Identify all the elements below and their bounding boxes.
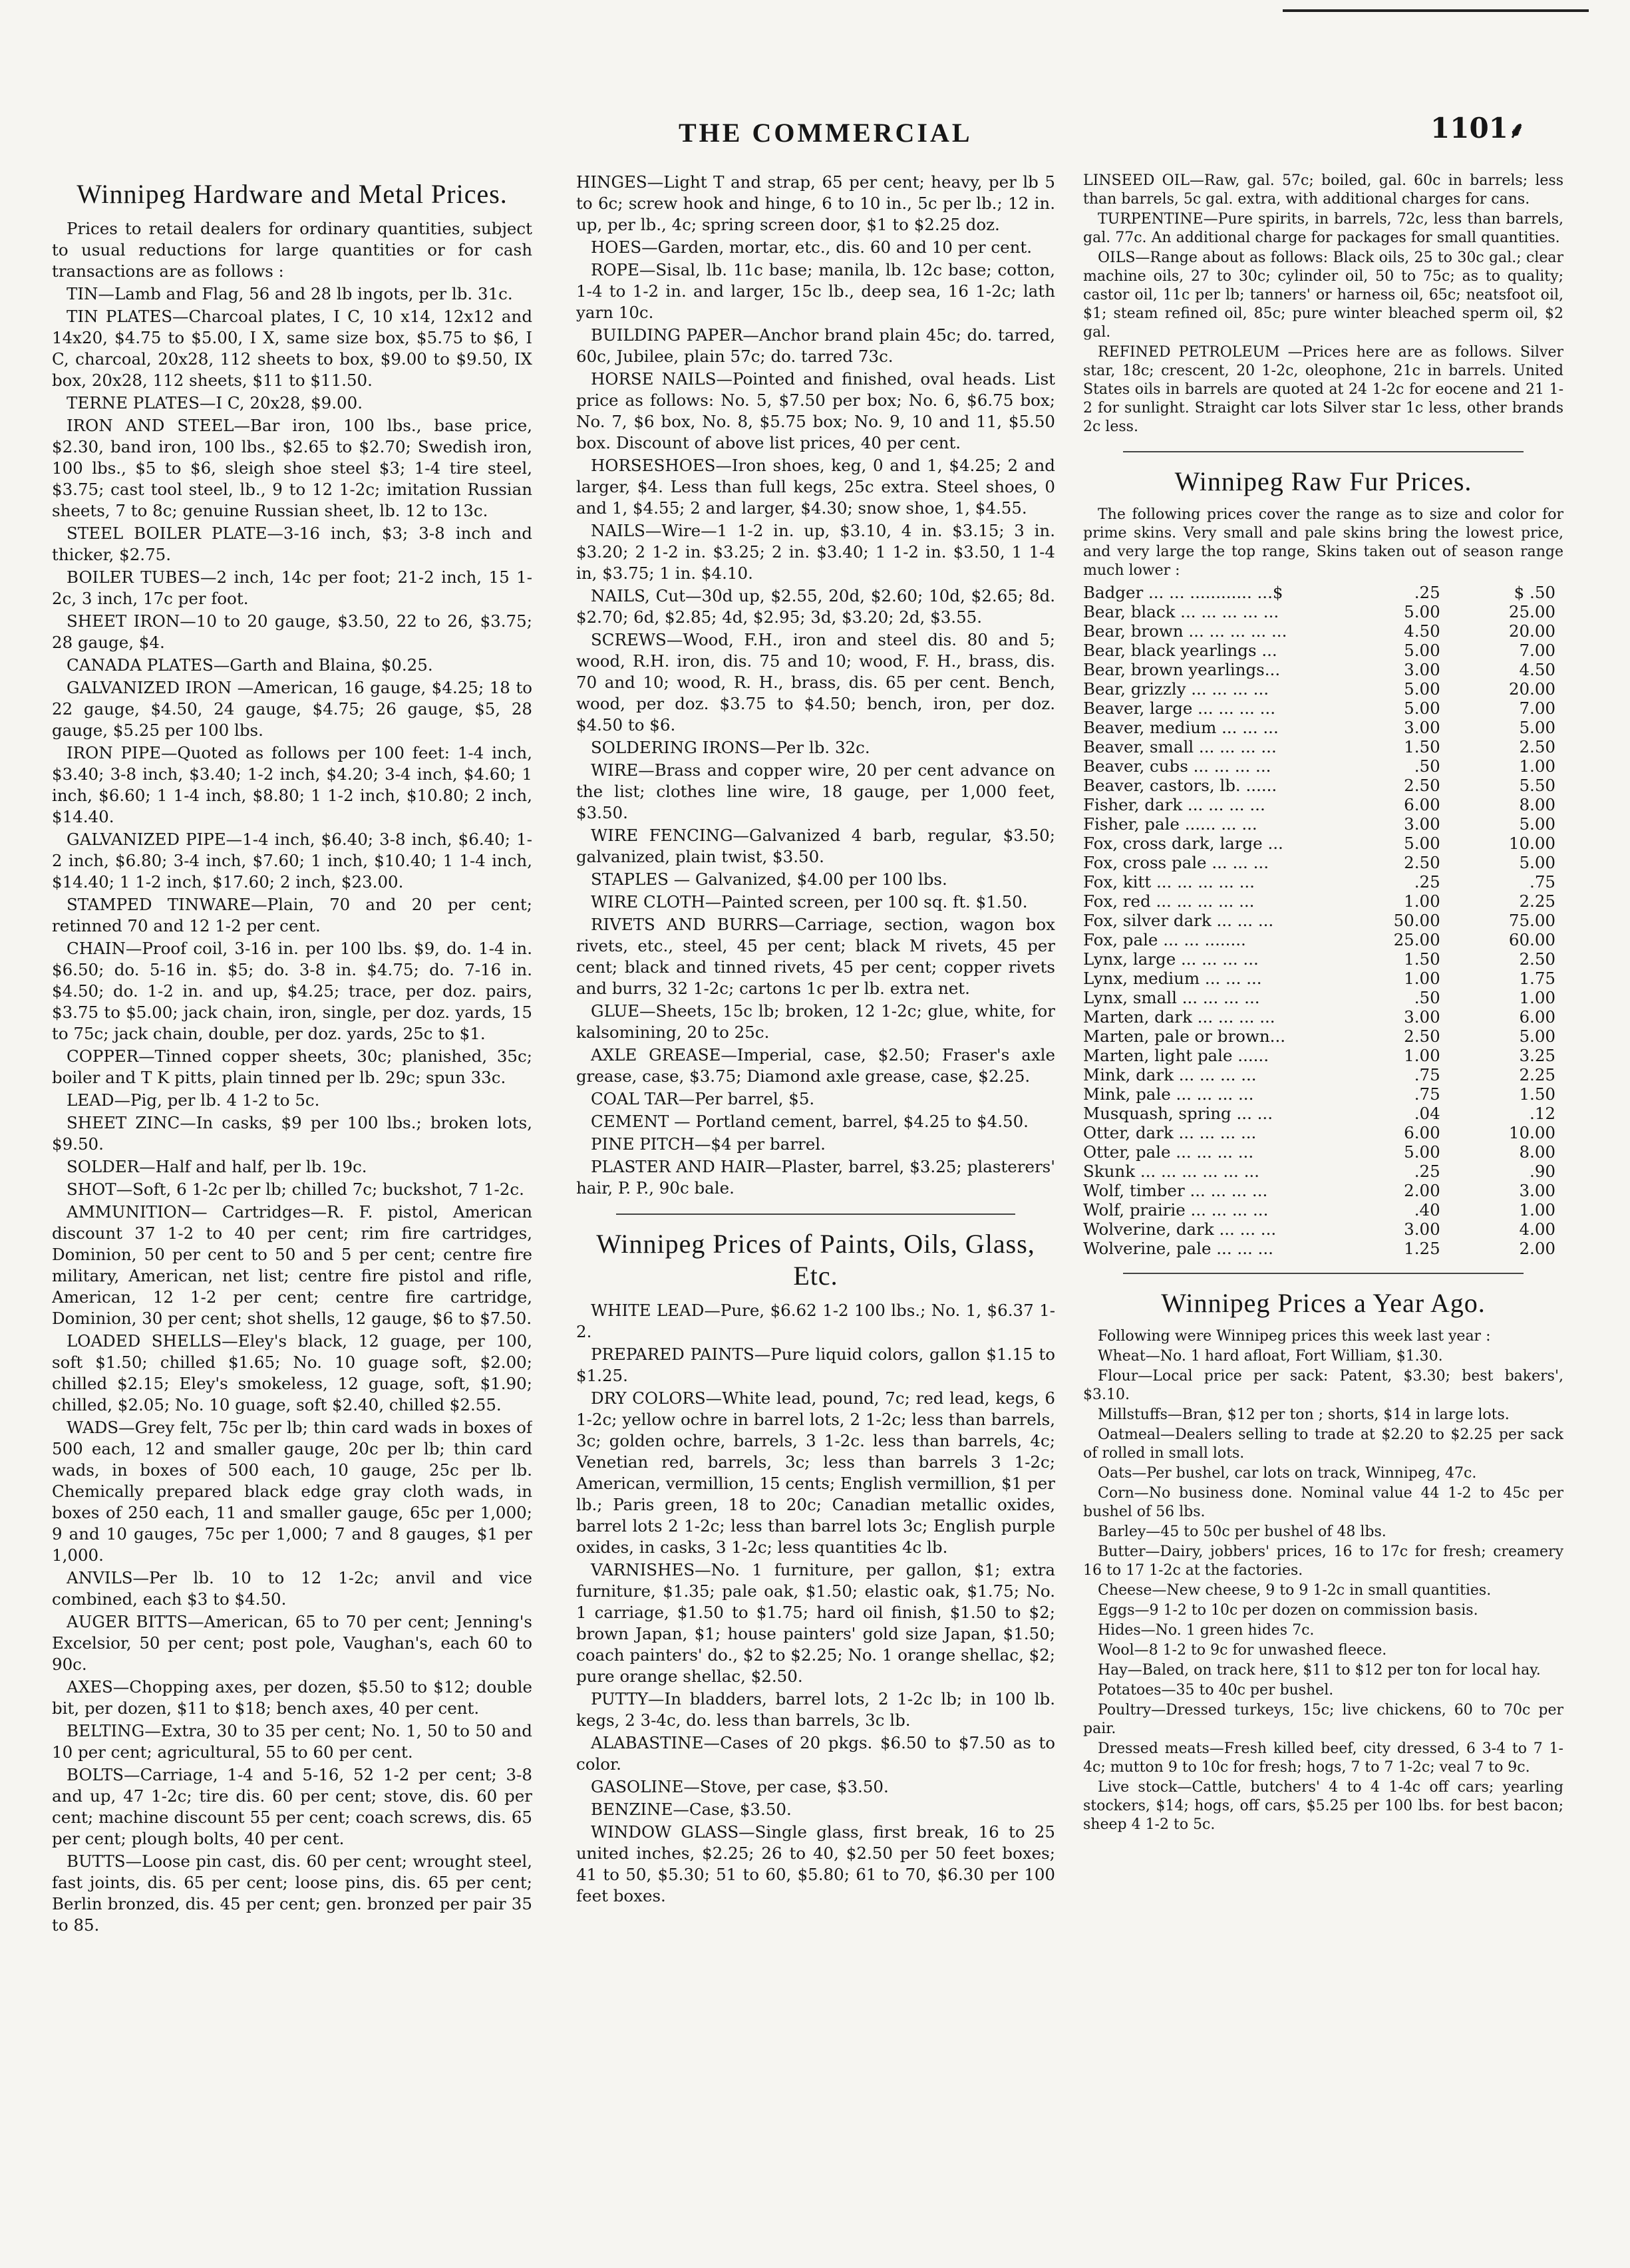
hardware-para: TIN—Lamb and Flag, 56 and 28 lb ingots, per lb. 31c.	[67, 284, 513, 303]
hardware-para: NAILS—Wire—1 1-2 in. up, $3.10, 4 in. $3.15; 3 in. $3.20; 2 1-2 in. $3.25; 2 in. $3.40; 1 1-2 in. $3.50, 1 1-4 in, $3.75; 1 in. $4.10.	[576, 521, 1055, 583]
fur-price-high: 3.25	[1519, 1046, 1555, 1065]
fur-price-high: 2.00	[1519, 1239, 1555, 1258]
fur-price-low: 3.00	[1404, 660, 1440, 679]
fur-price-low: .75	[1414, 1065, 1440, 1084]
fur-row	[1083, 756, 1563, 776]
paints-para: WINDOW GLASS—Single glass, first break, 16 to 25 united inches, $2.25; 26 to 40, $2.50 per 50 feet boxes; 41 to 50, $5.30; 51 to 60, $5.80; 61 to 70, $6.30 per 100 feet boxes.	[576, 1822, 1055, 1905]
hardware-para: SHEET ZINC—In casks, $9 per 100 lbs.; broken lots, $9.50.	[52, 1113, 532, 1154]
furs-heading: Winnipeg Raw Fur Prices.	[1174, 466, 1472, 496]
hardware-para: STEEL BOILER PLATE—3-16 inch, $3; 3-8 inch and thicker, $2.75.	[52, 524, 532, 564]
fur-price-high: 20.00	[1508, 621, 1555, 641]
paints-para: OILS—Range about as follows: Black oils, 25 to 30c gal.; clear machine oils, 27 to 30c; cylinder oil, 50 to 75c; as to quality; castor oil, 11c per lb; tanners' or harness oil, 65c; neatsfoot oil, $1; steam refined oil, 85c; pure winter bleached sperm oil, $2 gal.	[1083, 249, 1563, 341]
fur-price-low: 1.00	[1404, 969, 1440, 988]
fur-name: Bear, black ... ... ... ... ...	[1083, 602, 1279, 621]
printer-mark-icon: ⸙	[1508, 117, 1526, 144]
fur-price-low: .25	[1414, 583, 1440, 602]
paints-para: WHITE LEAD—Pure, $6.62 1-2 100 lbs.; No. 1, $6.37 1-2.	[576, 1301, 1055, 1341]
fur-row	[1083, 660, 1563, 679]
fur-price-low: 25.00	[1393, 930, 1440, 949]
fur-price-high: 5.00	[1519, 718, 1555, 737]
hardware-para: SOLDERING IRONS—Per lb. 32c.	[591, 738, 870, 757]
fur-price-high: 3.00	[1519, 1181, 1555, 1200]
hardware-para: RIVETS AND BURRS—Carriage, section, wagon box rivets, etc., steel, 45 per cent; black M rivets, 45 per cent; black and tinned rivets, 45 per cent; copper rivets and burrs, 32 1-2c; cartons 1c per lb. extra net.	[576, 915, 1055, 998]
fur-row	[1083, 930, 1563, 949]
fur-name: Otter, dark ... ... ... ...	[1083, 1123, 1257, 1142]
fur-name: Skunk ... ... ... ... ... ...	[1083, 1162, 1259, 1181]
fur-row	[1083, 911, 1563, 930]
fur-row	[1083, 583, 1563, 602]
fur-row	[1083, 949, 1563, 969]
fur-name: Musquash, spring ... ...	[1083, 1104, 1273, 1123]
fur-price-high: 2.25	[1519, 891, 1555, 911]
hardware-para: WADS—Grey felt, 75c per lb; thin card wads in boxes of 500 each, 12 and smaller gauge, 20c per lb; thin card wads, in boxes of 500 each, 10 gauge, 25c per lb. Chemically prepared black edge gray cloth wads, in boxes of 250 each, 11 and smaller gauge, 65c per 1,000; 9 and 10 gauges, 75c per 1,000; 7 and 8 gauges, $1 per 1,000.	[52, 1418, 532, 1565]
year-ago-para: Oats—Per bushel, car lots on track, Winnipeg, 47c.	[1098, 1465, 1477, 1482]
fur-price-high: 5.00	[1519, 1027, 1555, 1046]
hardware-para: TERNE PLATES—I C, 20x28, $9.00.	[67, 393, 363, 412]
fur-name: Fox, red ... ... ... ... ...	[1083, 891, 1255, 911]
hardware-para: HORSESHOES—Iron shoes, keg, 0 and 1, $4.25; 2 and larger, $4. Less than full kegs, 25c extra. Steel shoes, 0 and 1, $4.55; 2 and larger, $4.30; snow shoe, 1, $4.55.	[576, 456, 1055, 518]
fur-name: Bear, brown ... ... ... ... ...	[1083, 621, 1287, 641]
fur-price-low: 4.50	[1404, 621, 1440, 641]
paints-para: BENZINE—Case, $3.50.	[591, 1800, 792, 1819]
hardware-para: NAILS, Cut—30d up, $2.55, 20d, $2.60; 10d, $2.65; 8d. $2.70; 6d, $2.85; 4d, $2.95; 3d, $3.20; 2d, $3.55.	[576, 586, 1055, 627]
fur-price-high: .90	[1530, 1162, 1555, 1181]
fur-row	[1083, 795, 1563, 814]
fur-name: Wolverine, dark ... ... ...	[1083, 1219, 1277, 1239]
fur-name: Wolverine, pale ... ... ...	[1083, 1239, 1273, 1258]
fur-price-high: 7.00	[1519, 641, 1555, 660]
hardware-para: AXES—Chopping axes, per dozen, $5.50 to $12; double bit, per dozen, $11 to $18; bench axes, 40 per cent.	[52, 1677, 532, 1718]
paints-para: PREPARED PAINTS—Pure liquid colors, gallon $1.15 to $1.25.	[576, 1345, 1055, 1385]
fur-row	[1083, 1104, 1563, 1123]
running-head: THE COMMERCIAL	[679, 118, 973, 148]
fur-price-high: 4.00	[1519, 1219, 1555, 1239]
fur-price-low: 1.00	[1404, 891, 1440, 911]
hardware-para: STAMPED TINWARE—Plain, 70 and 20 per cent; retinned 70 and 12 1-2 per cent.	[52, 895, 532, 935]
fur-row	[1083, 641, 1563, 660]
hardware-heading: Winnipeg Hardware and Metal Prices.	[77, 179, 508, 209]
fur-name: Marten, light pale ......	[1083, 1046, 1269, 1065]
fur-price-high: 8.00	[1519, 1142, 1555, 1162]
fur-price-high: 8.00	[1519, 795, 1555, 814]
fur-price-low: 3.00	[1404, 718, 1440, 737]
fur-price-high: 10.00	[1508, 1123, 1555, 1142]
fur-price-low: 5.00	[1404, 834, 1440, 853]
section-divider	[1123, 1273, 1524, 1274]
hardware-para: AMMUNITION— Cartridges—R. F. pistol, American discount 37 1-2 to 40 per cent; rim fire cartridges, Dominion, 50 per cent to 50 and 5 per cent; centre fire military, American, net list; centre fire pistol and rifle, American, 12 1-2 per cent; centre fire cartridge, Dominion, 30 per cent; shot shells, 12 gauge, $6 to $7.50.	[52, 1202, 532, 1328]
fur-price-low: 5.00	[1404, 641, 1440, 660]
fur-price-high: 5.50	[1519, 776, 1555, 795]
fur-name: Lynx, small ... ... ... ...	[1083, 988, 1260, 1007]
column-1	[52, 172, 532, 2241]
fur-name: Otter, pale ... ... ... ...	[1083, 1142, 1254, 1162]
fur-name: Beaver, cubs ... ... ... ...	[1083, 756, 1271, 776]
fur-name: Mink, pale ... ... ... ...	[1083, 1084, 1254, 1104]
year-ago-para: Flour—Local price per sack: Patent, $3.30; best bakers', $3.10.	[1083, 1368, 1563, 1403]
paints-para: TURPENTINE—Pure spirits, in barrels, 72c, less than barrels, gal. 77c. An additional charge for packages for small quantities.	[1083, 211, 1563, 246]
hardware-para: HORSE NAILS—Pointed and finished, oval heads. List price as follows: No. 5, $7.50 per box; No. 6, $6.75 box; No. 7, $6 box, No. 8, $5.75 box; No. 9, 10 and 11, $5.50 box. Discount of above list prices, 40 per cent.	[576, 369, 1055, 452]
fur-row	[1083, 1065, 1563, 1084]
fur-row	[1083, 1181, 1563, 1200]
hardware-para: BUILDING PAPER—Anchor brand plain 45c; do. tarred, 60c, Jubilee, plain 57c; do. tarred 73c.	[576, 325, 1055, 366]
hardware-para: Prices to retail dealers for ordinary quantities, subject to usual reductions for large quantities or for cash transactions are as follows :	[52, 219, 532, 281]
fur-price-low: 3.00	[1404, 1219, 1440, 1239]
fur-price-low: 2.50	[1404, 853, 1440, 872]
fur-price-low: 2.00	[1404, 1181, 1440, 1200]
hardware-para: BOILER TUBES—2 inch, 14c per foot; 21-2 inch, 15 1-2c, 3 inch, 17c per foot.	[52, 567, 532, 608]
fur-name: Bear, grizzly ... ... ... ...	[1083, 679, 1269, 699]
fur-price-table	[1083, 583, 1563, 1258]
fur-price-low: 50.00	[1393, 911, 1440, 930]
fur-price-high: 7.00	[1519, 699, 1555, 718]
fur-price-high: .12	[1530, 1104, 1555, 1123]
fur-price-high: 20.00	[1508, 679, 1555, 699]
fur-price-low: 6.00	[1404, 795, 1440, 814]
fur-price-low: 6.00	[1404, 1123, 1440, 1142]
hardware-para: GALVANIZED PIPE—1-4 inch, $6.40; 3-8 inch, $6.40; 1-2 inch, $6.80; 3-4 inch, $7.60; 1 inch, $10.40; 1 1-4 inch, $14.40; 1 1-2 inch, $17.60; 2 inch, $23.00.	[52, 830, 532, 891]
hardware-para: TIN PLATES—Charcoal plates, I C, 10 x14, 12x12 and 14x20, $4.75 to $5.00, I X, same size box, $5.75 to $6, I C, charcoal, 20x28, 112 sheets to box, $9.00 to $9.50, IX box, 20x28, 112 sheets, $11 to $11.50.	[52, 307, 532, 390]
year-ago-para: Live stock—Cattle, butchers' 4 to 4 1-4c off cars; yearling stockers, $14; hogs, off cars, $5.25 per 100 lbs. for best bacon; sheep 4 1-2 to 5c.	[1083, 1779, 1563, 1833]
fur-price-low: 1.25	[1404, 1239, 1440, 1258]
fur-price-high: 5.00	[1519, 853, 1555, 872]
fur-price-high: 60.00	[1508, 930, 1555, 949]
fur-row	[1083, 737, 1563, 756]
fur-price-low: 1.50	[1404, 737, 1440, 756]
paints-para: DRY COLORS—White lead, pound, 7c; red lead, kegs, 6 1-2c; yellow ochre in barrel lots, 2 1-2c; less than barrels, 3c; golden ochre, barrels, 3 1-2c. less than barrels, 4c; Venetian red, barrels, 3c; less than barrels 3 1-2c; American, vermillion, 15 cents; English vermillion, $1 per lb.; Paris green, 18 to 20c; Canadian metallic oxides, barrel lots 2 1-2c; less than barrel lots 3c; English purple oxides, in casks, 3 1-2c; less quantities 4c lb.	[576, 1388, 1055, 1557]
fur-row	[1083, 1239, 1563, 1258]
fur-name: Fox, silver dark ... ... ...	[1083, 911, 1274, 930]
fur-name: Fox, pale ... ... ........	[1083, 930, 1246, 949]
year-ago-para: Barley—45 to 50c per bushel of 48 lbs.	[1098, 1524, 1386, 1540]
year-ago-para: Cheese—New cheese, 9 to 9 1-2c in small quantities.	[1098, 1582, 1492, 1599]
fur-price-low: 5.00	[1404, 1142, 1440, 1162]
hardware-para: SHEET IRON—10 to 20 gauge, $3.50, 22 to 26, $3.75; 28 gauge, $4.	[52, 611, 532, 652]
fur-price-high: 1.00	[1519, 756, 1555, 776]
fur-price-high: 6.00	[1519, 1007, 1555, 1027]
hardware-para: HOES—Garden, mortar, etc., dis. 60 and 10 per cent.	[591, 238, 1032, 257]
hardware-para: LEAD—Pig, per lb. 4 1-2 to 5c.	[67, 1090, 320, 1110]
column-3	[1083, 172, 1563, 2241]
hardware-para: LOADED SHELLS—Eley's black, 12 guage, per 100, soft $1.50; chilled $1.65; No. 10 guage soft, $2.00; chilled $2.15; Eley's smokeless, 12 guage, soft, $1.90; chilled, $2.05; No. 10 guage, soft $2.40, chilled $2.55.	[52, 1331, 532, 1414]
fur-price-high: 4.50	[1519, 660, 1555, 679]
fur-price-low: 5.00	[1404, 602, 1440, 621]
fur-name: Fox, kitt ... ... ... ... ...	[1083, 872, 1255, 891]
fur-price-high: 2.50	[1519, 949, 1555, 969]
fur-price-high: .75	[1530, 872, 1555, 891]
fur-price-high: $ .50	[1514, 583, 1555, 602]
page-number-text: 1101	[1430, 112, 1508, 144]
fur-name: Fisher, dark ... ... ... ...	[1083, 795, 1265, 814]
fur-name: Beaver, large ... ... ... ...	[1083, 699, 1275, 718]
section-divider	[616, 1214, 1015, 1215]
hardware-para: PLASTER AND HAIR—Plaster, barrel, $3.25; plasterers' hair, P. P., 90c bale.	[576, 1157, 1055, 1198]
year-ago-para: Potatoes—35 to 40c per bushel.	[1098, 1682, 1334, 1699]
fur-name: Beaver, castors, lb. ......	[1083, 776, 1277, 795]
fur-name: Lynx, medium ... ... ...	[1083, 969, 1262, 988]
hardware-para: PINE PITCH—$4 per barrel.	[591, 1134, 826, 1154]
year-ago-para: Wool—8 1-2 to 9c for unwashed fleece.	[1098, 1642, 1387, 1659]
fur-price-low: 2.50	[1404, 776, 1440, 795]
hardware-para: IRON PIPE—Quoted as follows per 100 feet: 1-4 inch, $3.40; 3-8 inch, $3.40; 1-2 inch, $4.20; 3-4 inch, $4.60; 1 inch, $6.60; 1 1-4 inch, $8.80; 1 1-2 inch, $10.80; 2 inch, $14.40.	[52, 743, 532, 826]
year-ago-para: Millstuffs—Bran, $12 per ton ; shorts, $14 in large lots.	[1098, 1406, 1510, 1423]
fur-name: Fisher, pale ...... ... ...	[1083, 814, 1257, 834]
hardware-para: BELTING—Extra, 30 to 35 per cent; No. 1, 50 to 50 and 10 per cent; agricultural, 55 to 60 per cent.	[52, 1721, 532, 1762]
fur-row	[1083, 602, 1563, 621]
paints-para: REFINED PETROLEUM —Prices here are as follows. Silver star, 18c; crescent, 20 1-2c, oleophone, 21c in barrels. United States oils in barrels are quoted at 24 1-2c for eocene and 21 1-2 for sunlight. Straight car lots Silver star 1c less, other brands 2c less.	[1083, 344, 1563, 435]
hardware-para: WIRE FENCING—Galvanized 4 barb, regular, $3.50; galvanized, plain twist, $3.50.	[576, 826, 1055, 866]
fur-row	[1083, 969, 1563, 988]
fur-price-low: .75	[1414, 1084, 1440, 1104]
year-ago-para: Oatmeal—Dealers selling to trade at $2.20 to $2.25 per sack of rolled in small lots.	[1083, 1426, 1563, 1462]
hardware-para: BUTTS—Loose pin cast, dis. 60 per cent; wrought steel, fast joints, dis. 65 per cent; loose pins, dis. 65 per cent; Berlin bronzed, dis. 45 per cent; gen. bronzed per pair 35 to 85.	[52, 1852, 532, 1935]
fur-row	[1083, 1123, 1563, 1142]
year-ago-para: Butter—Dairy, jobbers' prices, 16 to 17c for fresh; creamery 16 to 17 1-2c at the factories.	[1083, 1543, 1563, 1579]
paints-para: VARNISHES—No. 1 furniture, per gallon, $1; extra furniture, $1.35; pale oak, $1.50; elastic oak, $1.75; No. 1 carriage, $1.50 to $1.75; hard oil finish, $1.50 to $2; brown Japan, $1; house painters' gold size Japan, $1.50; coach painters' do., $2 to $2.25; No. 1 orange shellac, $2; pure orange shellac, $2.50.	[576, 1560, 1055, 1686]
fur-price-high: 5.00	[1519, 814, 1555, 834]
year-ago-para: Dressed meats—Fresh killed beef, city dressed, 6 3-4 to 7 1-4c; mutton 9 to 10c for fresh; hogs, 7 to 7 1-2c; veal 7 to 9c.	[1083, 1740, 1563, 1776]
hardware-para: AXLE GREASE—Imperial, case, $2.50; Fraser's axle grease, case, $3.75; Diamond axle grease, case, $2.25.	[576, 1045, 1055, 1086]
fur-price-low: .50	[1414, 756, 1440, 776]
fur-price-high: 2.25	[1519, 1065, 1555, 1084]
year-ago-para: Poultry—Dressed turkeys, 15c; live chickens, 60 to 70c per pair.	[1083, 1702, 1563, 1737]
hardware-para: GLUE—Sheets, 15c lb; broken, 12 1-2c; glue, white, for kalsomining, 20 to 25c.	[576, 1001, 1055, 1042]
hardware-para: SOLDER—Half and half, per lb. 19c.	[67, 1157, 367, 1176]
page-number	[1430, 112, 1525, 144]
fur-price-low: .25	[1414, 872, 1440, 891]
hardware-para: CANADA PLATES—Garth and Blaina, $0.25.	[67, 655, 433, 675]
fur-price-low: 3.00	[1404, 814, 1440, 834]
fur-price-low: .40	[1414, 1200, 1440, 1219]
fur-name: Beaver, medium ... ... ...	[1083, 718, 1279, 737]
fur-price-low: 1.00	[1404, 1046, 1440, 1065]
fur-name: Wolf, timber ... ... ... ...	[1083, 1181, 1268, 1200]
fur-price-high: 1.75	[1519, 969, 1555, 988]
year-ago-para: Corn—No business done. Nominal value 44 1-2 to 45c per bushel of 56 lbs.	[1083, 1485, 1563, 1520]
fur-name: Marten, dark ... ... ... ...	[1083, 1007, 1275, 1027]
hardware-para: SCREWS—Wood, F.H., iron and steel dis. 80 and 5; wood, R.H. iron, dis. 75 and 10; wood, F. H., brass, dis. 70 and 10; wood, R. H., brass, dis. 65 per cent. Bench, wood, per doz. $3.75 to $4.50; bench, iron, per doz. $4.50 to $6.	[576, 630, 1055, 734]
fur-name: Wolf, prairie ... ... ... ...	[1083, 1200, 1269, 1219]
fur-price-low: 5.00	[1404, 679, 1440, 699]
fur-row	[1083, 834, 1563, 853]
fur-name: Badger ... ... ............ ...$	[1083, 583, 1283, 602]
fur-price-high: 25.00	[1508, 602, 1555, 621]
top-rule	[1283, 9, 1589, 12]
hardware-para: HINGES—Light T and strap, 65 per cent; heavy, per lb 5 to 6c; screw hook and hinge, 6 to 10 in., 5c per lb.; 12 in. up, per lb., 4c; spring screen door, $1 to $2.25 doz.	[576, 172, 1055, 234]
year-ago-para: Eggs—9 1-2 to 10c per dozen on commission basis.	[1098, 1602, 1478, 1619]
fur-price-high: 1.00	[1519, 988, 1555, 1007]
fur-price-high: 2.50	[1519, 737, 1555, 756]
fur-name: Bear, black yearlings ...	[1083, 641, 1277, 660]
paints-para: PUTTY—In bladders, barrel lots, 2 1-2c lb; in 100 lb. kegs, 2 3-4c, do. less than barrels, 3c lb.	[576, 1689, 1055, 1730]
fur-row	[1083, 621, 1563, 641]
fur-name: Marten, pale or brown...	[1083, 1027, 1286, 1046]
hardware-para: WIRE CLOTH—Painted screen, per 100 sq. ft. $1.50.	[591, 892, 1028, 911]
hardware-para: ROPE—Sisal, lb. 11c base; manila, lb. 12c base; cotton, 1-4 to 1-2 in. and larger, 15c lb., deep sea, 16 1-2c; lath yarn 10c.	[576, 260, 1055, 322]
fur-row	[1083, 1027, 1563, 1046]
fur-name: Lynx, large ... ... ... ...	[1083, 949, 1259, 969]
fur-row	[1083, 1007, 1563, 1027]
year-ago-para: Wheat—No. 1 hard afloat, Fort William, $1.30.	[1098, 1348, 1443, 1365]
fur-row	[1083, 699, 1563, 718]
column-2	[576, 172, 1055, 2241]
fur-price-low: 3.00	[1404, 1007, 1440, 1027]
fur-row	[1083, 891, 1563, 911]
section-divider	[1123, 451, 1524, 452]
fur-row	[1083, 718, 1563, 737]
hardware-para: ANVILS—Per lb. 10 to 12 1-2c; anvil and vice combined, each $3 to $4.50.	[52, 1568, 532, 1609]
hardware-para: SHOT—Soft, 6 1-2c per lb; chilled 7c; buckshot, 7 1-2c.	[67, 1180, 524, 1199]
fur-price-low: .50	[1414, 988, 1440, 1007]
fur-row	[1083, 1200, 1563, 1219]
fur-row	[1083, 1084, 1563, 1104]
fur-row	[1083, 1046, 1563, 1065]
fur-row	[1083, 776, 1563, 795]
fur-price-low: 2.50	[1404, 1027, 1440, 1046]
fur-row	[1083, 1162, 1563, 1181]
hardware-para: CHAIN—Proof coil, 3-16 in. per 100 lbs. $9, do. 1-4 in. $6.50; do. 5-16 in. $5; do. 3-8 in. $4.75; do. 7-16 in. $4.50; do. 1-2 in. and up, $4.25; trace, per doz. pairs, $3.75 to $5.00; jack chain, iron, single, per doz. yards, 15 to 75c; jack chain, double, per doz. yards, 25c to $1.	[52, 939, 532, 1043]
paints-heading: Winnipeg Prices of Paints, Oils, Glass, Etc.	[596, 1229, 1035, 1291]
fur-name: Beaver, small ... ... ... ...	[1083, 737, 1277, 756]
fur-name: Bear, brown yearlings...	[1083, 660, 1281, 679]
fur-price-low: .25	[1414, 1162, 1440, 1181]
fur-row	[1083, 1142, 1563, 1162]
fur-row	[1083, 853, 1563, 872]
fur-price-high: 1.00	[1519, 1200, 1555, 1219]
hardware-para: IRON AND STEEL—Bar iron, 100 lbs., base price, $2.30, band iron, 100 lbs., $2.65 to $2.70; Swedish iron, 100 lbs., $5 to $6, sleigh shoe steel $3; 1-4 tire steel, $3.75; cast tool steel, lb., 9 to 12 1-2c; imitation Russian sheets, 7 to 8c; genuine Russian sheet, lb. 12 to 13c.	[52, 416, 532, 520]
paints-para: GASOLINE—Stove, per case, $3.50.	[591, 1777, 889, 1796]
year-ago-para: Hides—No. 1 green hides 7c.	[1098, 1622, 1315, 1639]
hardware-para: COAL TAR—Per barrel, $5.	[591, 1089, 815, 1108]
fur-price-high: 1.50	[1519, 1084, 1555, 1104]
hardware-para: GALVANIZED IRON —American, 16 gauge, $4.25; 18 to 22 gauge, $4.50, 24 gauge, $4.75; 26 gauge, $5, 28 gauge, $5.25 per 100 lbs.	[52, 678, 532, 740]
hardware-para: STAPLES — Galvanized, $4.00 per 100 lbs.	[591, 870, 947, 889]
year-ago-heading: Winnipeg Prices a Year Ago.	[1161, 1288, 1486, 1318]
furs-intro: The following prices cover the range as to size and color for prime skins. Very small and pale skins bring the lowest price, and very large the top range, Skins taken out of season range much lower :	[1083, 506, 1563, 579]
year-ago-para: Following were Winnipeg prices this week last year :	[1098, 1328, 1491, 1345]
fur-price-low: .04	[1414, 1104, 1440, 1123]
fur-name: Fox, cross pale ... ... ...	[1083, 853, 1269, 872]
hardware-para: AUGER BITTS—American, 65 to 70 per cent; Jenning's Excelsior, 50 per cent; post pole, Vaughan's, each 60 to 90c.	[52, 1612, 532, 1674]
fur-row	[1083, 814, 1563, 834]
fur-row	[1083, 1219, 1563, 1239]
paints-para: LINSEED OIL—Raw, gal. 57c; boiled, gal. 60c in barrels; less than barrels, 5c gal. extra, with additional charges for cans.	[1083, 172, 1563, 208]
fur-price-low: 5.00	[1404, 699, 1440, 718]
paints-para: ALABASTINE—Cases of 20 pkgs. $6.50 to $7.50 as to color.	[576, 1733, 1055, 1774]
hardware-para: BOLTS—Carriage, 1-4 and 5-16, 52 1-2 per cent; 3-8 and up, 47 1-2c; tire dis. 60 per cent; stove, dis. 60 per cent; machine discount 55 per cent; coach screws, dis. 65 per cent; plough bolts, 40 per cent.	[52, 1765, 532, 1848]
hardware-para: CEMENT — Portland cement, barrel, $4.25 to $4.50.	[591, 1112, 1029, 1131]
fur-row	[1083, 988, 1563, 1007]
fur-price-low: 1.50	[1404, 949, 1440, 969]
hardware-para: COPPER—Tinned copper sheets, 30c; planished, 35c; boiler and T K pitts, plain tinned per lb. 29c; spun 33c.	[52, 1047, 532, 1087]
fur-name: Fox, cross dark, large ...	[1083, 834, 1283, 853]
hardware-para: WIRE—Brass and copper wire, 20 per cent advance on the list; clothes line wire, 18 gauge, per 1,000 feet, $3.50.	[576, 760, 1055, 822]
fur-price-high: 10.00	[1508, 834, 1555, 853]
fur-name: Mink, dark ... ... ... ...	[1083, 1065, 1257, 1084]
fur-price-high: 75.00	[1508, 911, 1555, 930]
year-ago-para: Hay—Baled, on track here, $11 to $12 per ton for local hay.	[1098, 1662, 1541, 1679]
fur-row	[1083, 872, 1563, 891]
fur-row	[1083, 679, 1563, 699]
